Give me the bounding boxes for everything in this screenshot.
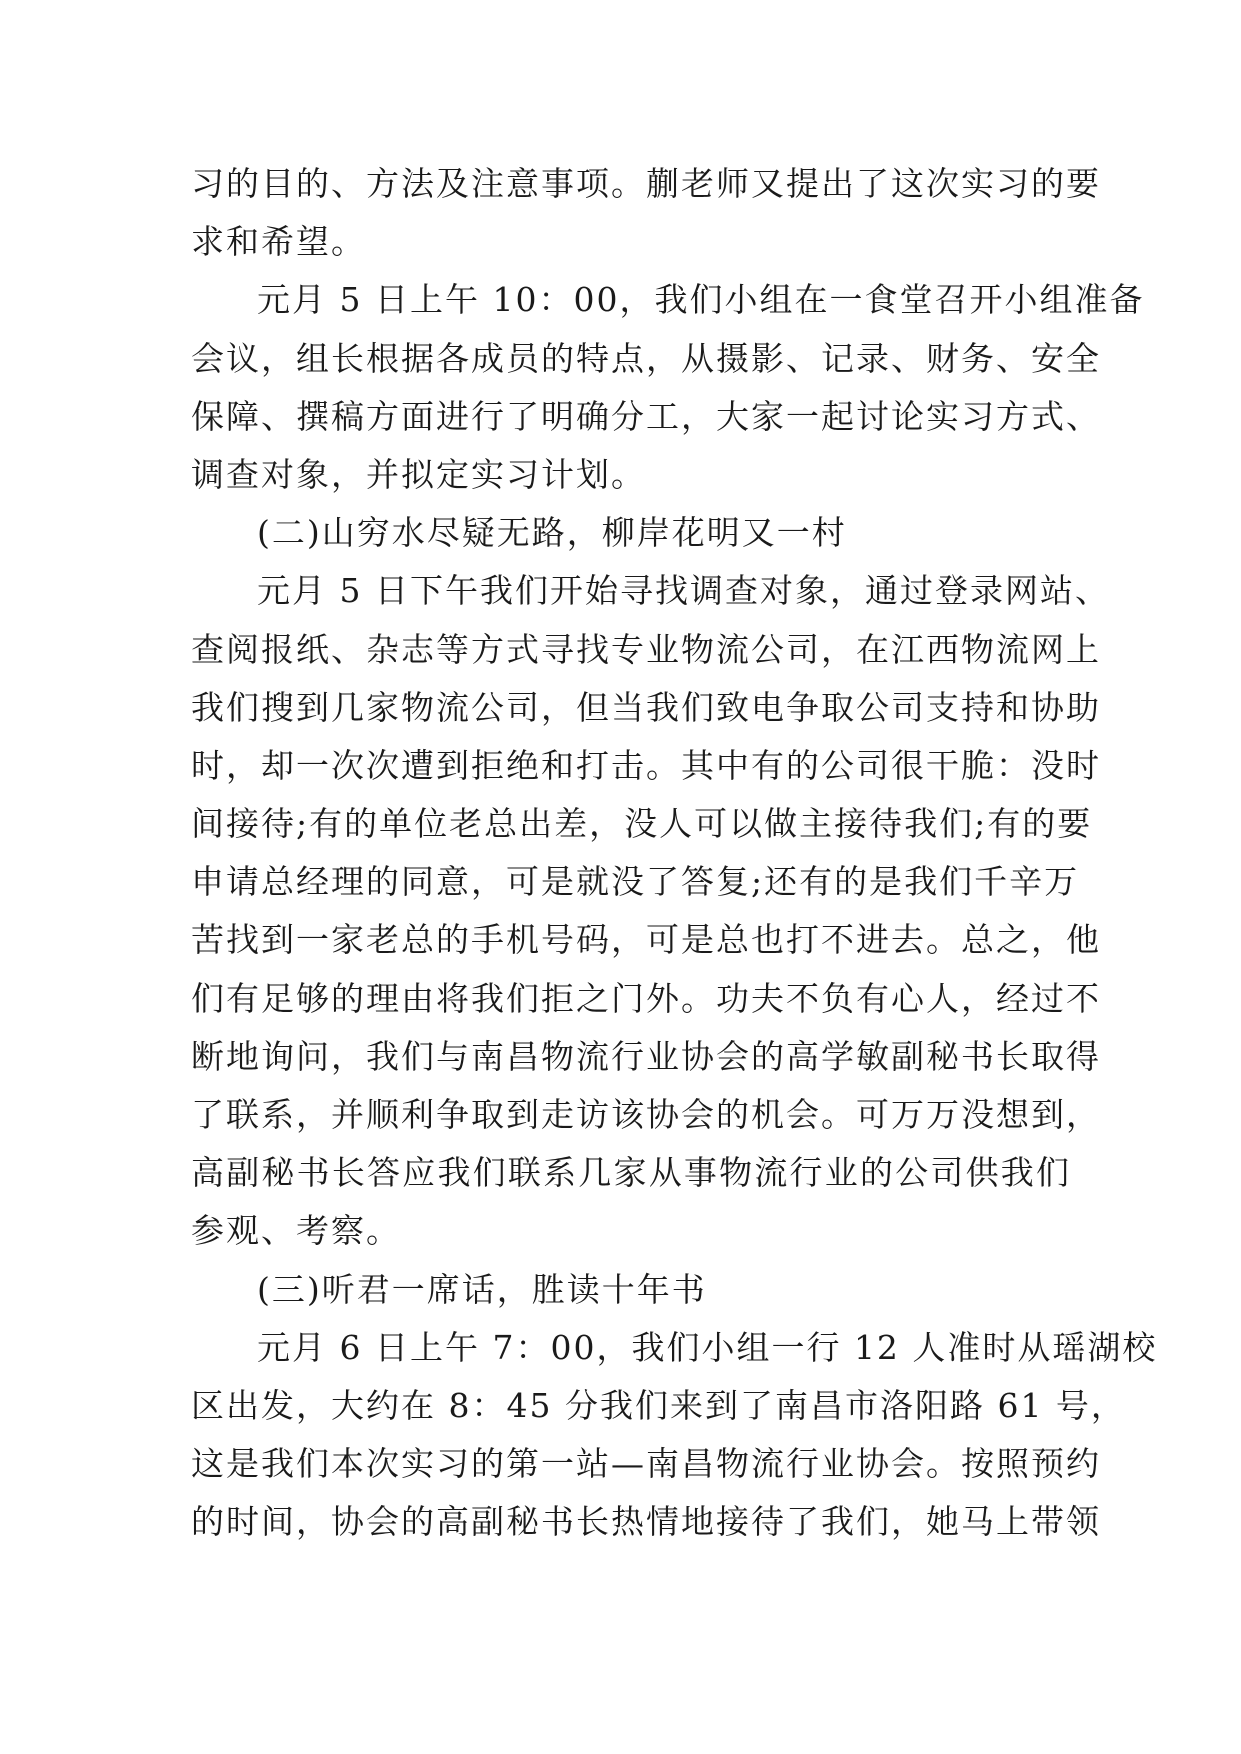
text-line: 时，却一次次遭到拒绝和打击。其中有的公司很干脆：没时 [191,745,1101,785]
text-line: 查阅报纸、杂志等方式寻找专业物流公司，在江西物流网上 [191,629,1101,669]
text-line: 高副秘书长答应我们联系几家从事物流行业的公司供我们 [191,1153,1071,1193]
text-line: 的时间，协会的高副秘书长热情地接待了我们，她马上带领 [191,1502,1101,1542]
text-line: 参观、考察。 [191,1211,401,1251]
text-line: 申请总经理的同意，可是就没了答复;还有的是我们千辛万 [191,862,1080,902]
text-line: 会议，组长根据各成员的特点，从摄影、记录、财务、安全 [191,338,1101,378]
text-line: 求和希望。 [191,222,366,262]
document-body [191,155,1158,1552]
text-line: 们有足够的理由将我们拒之门外。功夫不负有心人，经过不 [191,978,1101,1018]
text-line: 保障、撰稿方面进行了明确分工，大家一起讨论实习方式、 [191,396,1101,436]
text-line: 了联系，并顺利争取到走访该协会的机会。可万万没想到， [191,1095,1101,1134]
text-line: 间接待;有的单位老总出差，没人可以做主接待我们;有的要 [191,804,1093,844]
paragraph-start-line: 元月 5 日上午 10：00，我们小组在一食堂召开小组准备 [257,280,1145,320]
section-heading: (二)山穷水尽疑无路，柳岸花明又一村 [257,513,847,553]
text-line: 习的目的、方法及注意事项。蒯老师又提出了这次实习的要 [191,164,1101,203]
paragraph-start-line: 元月 5 日下午我们开始寻找调查对象，通过登录网站、 [257,571,1110,611]
paragraph-start-line: 元月 6 日上午 7：00，我们小组一行 12 人准时从瑶湖校 [257,1327,1158,1367]
text-line: 我们搜到几家物流公司，但当我们致电争取公司支持和协助 [191,687,1101,727]
text-line: 区出发，大约在 8：45 分我们来到了南昌市洛阳路 61 号， [191,1385,1126,1425]
text-line: 断地询问，我们与南昌物流行业协会的高学敏副秘书长取得 [191,1036,1101,1076]
text-line: 调查对象，并拟定实习计划。 [191,454,646,494]
text-line: 苦找到一家老总的手机号码，可是总也打不进去。总之，他 [191,920,1101,960]
section-heading: (三)听君一席话，胜读十年书 [257,1269,707,1309]
text-line: 这是我们本次实习的第一站—南昌物流行业协会。按照预约 [191,1444,1101,1484]
